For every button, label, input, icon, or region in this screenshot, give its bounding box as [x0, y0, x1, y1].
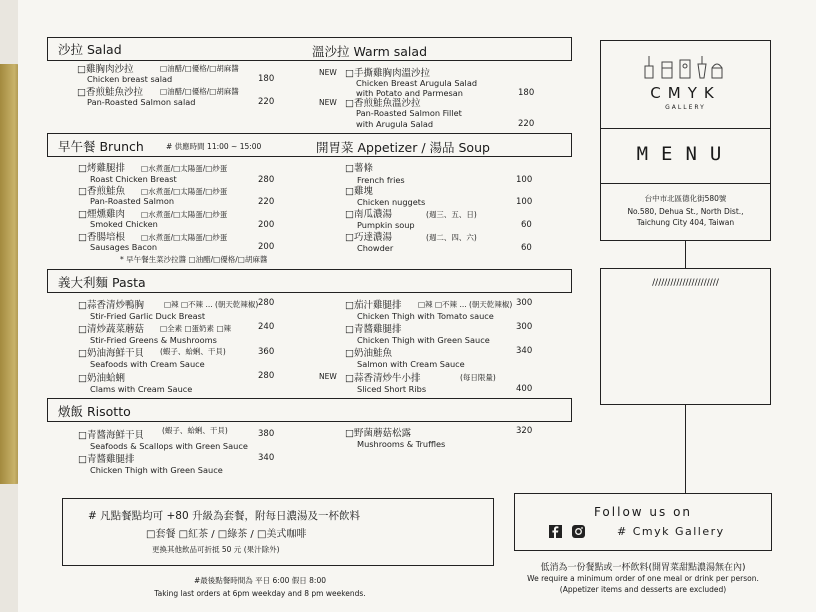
- brand-divider: [600, 183, 771, 184]
- pasta-item-7: □奶油鮭魚: [345, 348, 392, 359]
- appetizer-item-2-price: 100: [516, 197, 533, 207]
- slash-box: [600, 268, 771, 405]
- risotto-item-1: □青醬海鮮干貝: [78, 430, 144, 441]
- menu-label: MENU: [636, 143, 735, 165]
- min-order-zh: 低消為一份餐點或一杯飲料(開胃菜甜點濃湯無在內): [540, 563, 746, 573]
- salad-item-2: □香煎鮭魚沙拉: [77, 87, 143, 98]
- min-order-en-1: We require a minimum order of one meal or drink per person.: [527, 574, 759, 583]
- pasta-item-2-price: 240: [258, 322, 275, 332]
- pasta-item-6-en: Chicken Thigh with Green Sauce: [357, 335, 490, 345]
- brunch-item-1-en: Roast Chicken Breast: [90, 174, 177, 184]
- pasta-item-6-price: 300: [516, 322, 533, 332]
- gallery-logo-icon: [640, 52, 730, 82]
- last-order-zh: #最後點餐時間為 平日 6:00 假日 8:00: [193, 576, 326, 585]
- brunch-title: 早午餐 Brunch: [58, 139, 144, 154]
- pasta-item-3-en: Seafoods with Cream Sauce: [90, 359, 205, 369]
- brunch-item-3-price: 200: [258, 220, 275, 230]
- salad-item-1-opts: □油醋/□優格/□胡麻醬: [160, 64, 239, 73]
- pasta-item-3-price: 360: [258, 347, 275, 357]
- appetizer-item-4-days: (週二、四、六): [426, 233, 477, 242]
- warm-salad-item-1: □手撕雞胸肉溫沙拉: [345, 68, 430, 79]
- logo-sub: GALLERY: [665, 104, 706, 111]
- appetizer-item-4-price: 60: [521, 243, 532, 253]
- connector-line: [685, 405, 686, 493]
- brunch-item-4-en: Sausages Bacon: [90, 242, 158, 252]
- facebook-icon[interactable]: [549, 525, 562, 538]
- salad-item-2-en: Pan-Roasted Salmon salad: [87, 97, 196, 107]
- pasta-item-7-en: Salmon with Cream Sauce: [357, 359, 465, 369]
- salad-item-2-price: 220: [258, 97, 275, 107]
- min-order-en-2: (Appetizer items and desserts are excluded): [559, 585, 727, 594]
- slash-pattern: //////////////////////: [652, 278, 719, 288]
- salad-header: [47, 37, 572, 61]
- brunch-egg-opts: □水煮蛋/□太陽蛋/□炒蛋: [141, 187, 228, 196]
- pasta-item-5: □茄汁雞腿排: [345, 300, 402, 311]
- salad-item-1-price: 180: [258, 74, 275, 84]
- brunch-egg-opts: □水煮蛋/□太陽蛋/□炒蛋: [141, 164, 228, 173]
- pasta-item-8-opts: (每日限量): [460, 373, 496, 382]
- pasta-item-8: □蒜香清炒牛小排: [345, 373, 421, 384]
- pasta-item-1-price: 280: [258, 298, 275, 308]
- brunch-item-1-price: 280: [258, 175, 275, 185]
- pasta-item-4: □奶油蛤蜊: [78, 373, 125, 384]
- pasta-item-7-price: 340: [516, 346, 533, 356]
- social-box: [514, 493, 772, 551]
- risotto-item-2-price: 340: [258, 453, 275, 463]
- risotto-item-1-en: Seafoods & Scallops with Green Sauce: [90, 441, 248, 451]
- warm-salad-item-1-price: 180: [518, 88, 535, 98]
- last-order-en: Taking last orders at 6pm weekday and 8 pm weekends.: [154, 589, 366, 598]
- appetizer-title: 開胃菜 Appetizer / 湯品 Soup: [316, 140, 490, 155]
- brunch-egg-opts: □水煮蛋/□太陽蛋/□炒蛋: [141, 210, 228, 219]
- new-badge: NEW: [319, 98, 337, 107]
- warm-salad-item-2-en1: Pan-Roasted Salmon Fillet: [356, 108, 462, 118]
- pasta-item-5-price: 300: [516, 298, 533, 308]
- appetizer-item-1-en: French fries: [357, 175, 405, 185]
- brunch-item-3: □煙燻雞肉: [78, 209, 125, 220]
- brunch-hours: # 供應時間 11:00 ~ 15:00: [166, 142, 262, 151]
- warm-salad-title: 溫沙拉 Warm salad: [312, 44, 428, 59]
- risotto-item-3-en: Mushrooms & Truffles: [357, 439, 446, 449]
- appetizer-item-2-en: Chicken nuggets: [357, 197, 426, 207]
- combo-line-3: 更換其他飲品可折抵 50 元 (果汁除外): [152, 545, 280, 554]
- appetizer-item-4-en: Chowder: [357, 243, 394, 253]
- follow-label: Follow us on: [593, 505, 693, 519]
- logo-text: CMYK: [650, 84, 721, 102]
- brunch-item-3-en: Smoked Chicken: [90, 219, 158, 229]
- brunch-item-2: □香煎鮭魚: [78, 186, 125, 197]
- combo-line-2: □套餐 □紅茶 / □綠茶 / □美式咖啡: [146, 529, 307, 540]
- warm-salad-item-2: □香煎鮭魚溫沙拉: [345, 98, 421, 109]
- risotto-item-1-opts: (蝦子、蛤蜊、干貝): [162, 426, 228, 435]
- warm-salad-item-1-en2: with Potato and Parmesan: [356, 88, 463, 98]
- address-en-2: Taichung City 404, Taiwan: [636, 218, 735, 227]
- appetizer-item-3-price: 60: [521, 220, 532, 230]
- salad-item-2-opts: □油醋/□優格/□胡麻醬: [160, 87, 239, 96]
- pasta-item-5-en: Chicken Thigh with Tomato sauce: [357, 311, 494, 321]
- new-badge: NEW: [319, 372, 337, 381]
- warm-salad-item-1-en1: Chicken Breast Arugula Salad: [356, 78, 478, 88]
- appetizer-item-2: □雞塊: [345, 186, 373, 197]
- salad-title: 沙拉 Salad: [58, 42, 122, 57]
- pasta-item-2-en: Stir-Fried Greens & Mushrooms: [90, 335, 217, 345]
- brand-divider: [600, 128, 771, 129]
- pasta-item-5-opts: □辣 □不辣 ... (朝天乾辣椒): [418, 300, 513, 309]
- address-en-1: No.580, Dehua St., North Dist.,: [627, 207, 744, 216]
- brunch-item-1: □烤雞腿排: [78, 163, 125, 174]
- appetizer-item-3-days: (週三、五、日): [426, 210, 477, 219]
- appetizer-item-1: □薯條: [345, 163, 373, 174]
- risotto-item-1-price: 380: [258, 429, 275, 439]
- pasta-item-3-opts: (蝦子、蛤蜊、干貝): [160, 347, 226, 356]
- instagram-icon[interactable]: [572, 525, 585, 538]
- brunch-item-4: □香腸培根: [78, 232, 125, 243]
- pasta-item-3: □奶油海鮮干貝: [78, 348, 144, 359]
- appetizer-item-4: □巧達濃湯: [345, 232, 392, 243]
- risotto-item-2-en: Chicken Thigh with Green Sauce: [90, 465, 223, 475]
- risotto-item-3-price: 320: [516, 426, 533, 436]
- brunch-egg-opts: □水煮蛋/□太陽蛋/□炒蛋: [141, 233, 228, 242]
- pasta-item-1-en: Stir-Fried Garlic Duck Breast: [90, 311, 206, 321]
- connector-line: [685, 241, 686, 268]
- risotto-item-2: □青醬雞腿排: [78, 454, 135, 465]
- address-zh: 台中市北區德化街580號: [644, 194, 727, 203]
- salad-item-1-en: Chicken breast salad: [87, 74, 173, 84]
- pasta-item-4-price: 280: [258, 371, 275, 381]
- appetizer-item-3-en: Pumpkin soup: [357, 220, 415, 230]
- pasta-item-1-opts: □辣 □不辣 ... (朝天乾辣椒): [164, 300, 259, 309]
- social-handle: # Cmyk Gallery: [617, 525, 725, 538]
- appetizer-item-1-price: 100: [516, 175, 533, 185]
- pasta-item-8-price: 400: [516, 384, 533, 394]
- appetizer-item-3: □南瓜濃湯: [345, 209, 392, 220]
- risotto-item-3: □野菌蘑菇松露: [345, 428, 411, 439]
- brunch-note: * 早午餐生菜沙拉醬 □油醋/□優格/□胡麻醬: [120, 255, 268, 264]
- risotto-title: 燉飯 Risotto: [58, 404, 131, 419]
- pasta-item-4-en: Clams with Cream Sauce: [90, 384, 193, 394]
- pasta-item-6: □青醬雞腿排: [345, 324, 402, 335]
- pasta-title: 義大利麵 Pasta: [58, 275, 146, 290]
- pasta-item-8-en: Sliced Short Ribs: [357, 384, 427, 394]
- pasta-item-1: □蒜香清炒鴨胸: [78, 300, 144, 311]
- pasta-item-2: □清炒蔬菜蘑菇: [78, 324, 144, 335]
- pasta-item-2-opts: □全素 □蛋奶素 □辣: [160, 324, 232, 333]
- brunch-item-2-price: 220: [258, 197, 275, 207]
- brunch-item-2-en: Pan-Roasted Salmon: [90, 196, 175, 206]
- warm-salad-item-2-price: 220: [518, 119, 535, 129]
- combo-line-1: # 凡點餐點均可 +80 升級為套餐，附每日濃湯及一杯飲料: [88, 510, 360, 522]
- new-badge: NEW: [319, 68, 337, 77]
- salad-item-1: □雞胸肉沙拉: [77, 64, 134, 75]
- warm-salad-item-2-en2: with Arugula Salad: [356, 119, 434, 129]
- brunch-item-4-price: 200: [258, 242, 275, 252]
